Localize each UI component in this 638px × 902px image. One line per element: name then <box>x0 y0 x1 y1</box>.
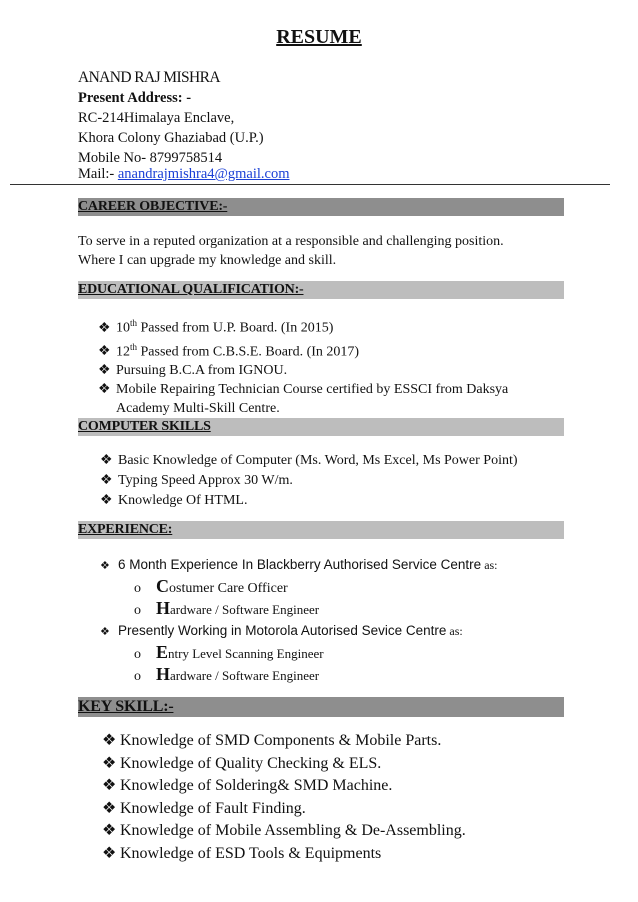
diamond-bullet-icon: ❖ <box>102 777 117 795</box>
mobile-number: Mobile No- 8799758514 <box>78 150 223 166</box>
career-objective-line: Where I can upgrade my knowledge and skill. <box>78 253 337 268</box>
role-item: o Costumer Care Officer <box>134 576 288 596</box>
list-item: ❖ Knowledge of Soldering& SMD Machine. <box>102 775 582 798</box>
list-item: ❖ Knowledge of SMD Components & Mobile Parts. <box>102 730 582 753</box>
present-address-label: Present Address: - <box>78 90 192 106</box>
list-item: ❖ Knowledge Of HTML. <box>100 493 248 508</box>
career-objective-line: To serve in a reputed organization at a responsible and challenging position. <box>78 234 504 249</box>
experience-heading: EXPERIENCE: <box>78 522 173 537</box>
diamond-bullet-icon: ❖ <box>98 363 111 379</box>
diamond-bullet-icon: ❖ <box>102 754 117 772</box>
diamond-bullet-icon: ❖ <box>98 320 111 336</box>
email-label: Mail:- <box>78 166 115 182</box>
role-item: o Hardware / Software Engineer <box>134 598 320 618</box>
computer-skills-heading: COMPUTER SKILLS <box>78 419 211 434</box>
list-item: ❖ Basic Knowledge of Computer (Ms. Word, Ms Excel, Ms Power Point) <box>100 453 518 468</box>
resume-title: RESUME <box>276 26 362 48</box>
list-item: ❖ 10th Passed from U.P. Board. (In 2015) <box>98 318 334 336</box>
list-item-continuation: Academy Multi-Skill Centre. <box>116 401 280 417</box>
diamond-bullet-icon: ❖ <box>100 473 113 488</box>
career-objective-bar <box>78 198 564 216</box>
job-entry: ❖ Presently Working in Motorola Autorised Sevice Centre as: <box>100 621 580 643</box>
diamond-bullet-icon: ❖ <box>102 732 117 749</box>
diamond-bullet-icon: ❖ <box>102 844 117 862</box>
key-skill-bar <box>78 697 564 717</box>
diamond-bullet-icon: ❖ <box>98 382 111 398</box>
diamond-bullet-icon: ❖ <box>102 822 117 840</box>
key-skill-list <box>102 730 582 866</box>
list-item: ❖ Pursuing B.C.A from IGNOU. <box>98 363 288 379</box>
education-list <box>98 314 568 418</box>
role-item: o Entry Level Scanning Engineer <box>134 642 324 662</box>
diamond-bullet-icon: ❖ <box>100 626 110 638</box>
email-row <box>78 166 289 183</box>
role-item: o Hardware / Software Engineer <box>134 664 320 684</box>
address-line-2: Khora Colony Ghaziabad (U.P.) <box>78 130 264 146</box>
experience-bar <box>78 521 564 539</box>
computer-skills-bar <box>78 418 564 436</box>
list-item: ❖ Mobile Repairing Technician Course certified by ESSCI from Daksya <box>98 382 509 398</box>
list-item: ❖ Knowledge of Mobile Assembling & De-Assembling. <box>102 820 582 843</box>
list-item: ❖ Knowledge of Quality Checking & ELS. <box>102 753 582 776</box>
key-skill-heading: KEY SKILL:- <box>78 698 174 715</box>
diamond-bullet-icon: ❖ <box>100 560 110 572</box>
education-bar <box>78 281 564 299</box>
diamond-bullet-icon: ❖ <box>102 799 117 817</box>
computer-skills-list <box>100 451 570 510</box>
list-item: ❖ Typing Speed Approx 30 W/m. <box>100 473 293 488</box>
experience-list <box>100 555 580 687</box>
address-line-1: RC-214Himalaya Enclave, <box>78 110 235 126</box>
job-entry: ❖ 6 Month Experience In Blackberry Authorised Service Centre as: <box>100 555 580 577</box>
list-item: ❖ 12th Passed from C.B.S.E. Board. (In 2017) <box>98 341 360 360</box>
diamond-bullet-icon: ❖ <box>100 453 113 468</box>
header-divider <box>10 184 610 185</box>
email-link[interactable]: anandrajmishra4@gmail.com <box>117 166 290 182</box>
candidate-name: ANAND RAJ MISHRA <box>78 69 220 86</box>
career-objective-heading: CAREER OBJECTIVE:- <box>78 199 228 214</box>
education-heading: EDUCATIONAL QUALIFICATION:- <box>78 282 304 297</box>
list-item: ❖ Knowledge of Fault Finding. <box>102 798 582 821</box>
diamond-bullet-icon: ❖ <box>100 493 113 508</box>
career-objective-text <box>78 232 568 270</box>
list-item: ❖ Knowledge of ESD Tools & Equipments <box>102 843 582 866</box>
diamond-bullet-icon: ❖ <box>98 344 111 360</box>
